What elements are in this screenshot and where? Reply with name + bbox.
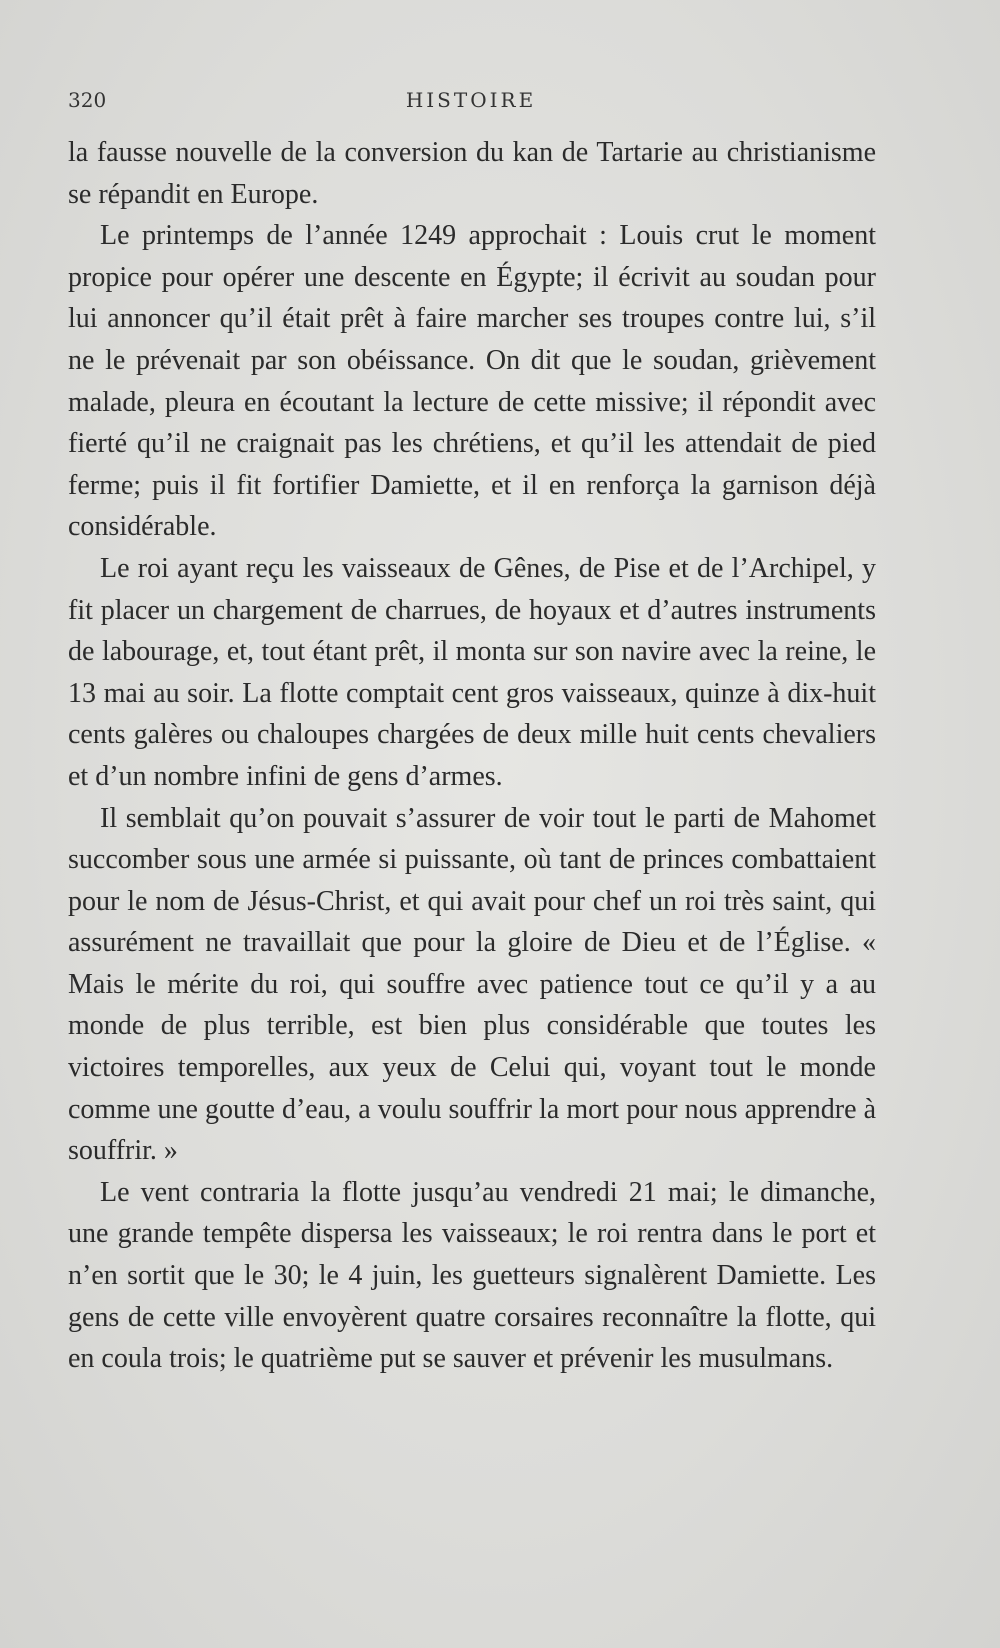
paragraph: Il semblait qu’on pouvait s’assurer de voir tout le parti de Mahomet succomber sous une armée si puissante, où tant de princes combattaient pour le nom de Jésus-Christ, et qui avait pour chef un roi très saint, qui assurément ne travaillait que pour la gloire de Dieu et de l’Église. « Mais le mérite du roi, qui souffre avec patience tout ce qu’il y a au monde de plus terrible, est bien plus considérable que toutes les victoires temporelles, aux yeux de Celui qui, voyant tout le monde comme une goutte d’eau, a voulu souffrir la mort pour nous apprendre à souffrir. » <box>68 802 876 1167</box>
paragraph: Le printemps de l’année 1249 approchait : Louis crut le moment propice pour opérer une descente en Égypte; il écrivit au soudan pour lui annoncer qu’il était prêt à faire marcher ses troupes contre lui, s’il ne le prévenait par son obéissance. On dit que le soudan, grièvement malade, pleura en écoutant la lecture de cette missive; il répondit avec fierté qu’il ne craignait pas les chrétiens, et qu’il les attendait de pied ferme; puis il fit fortifier Damiette, et il en renforça la garnison déjà considérable. <box>68 220 876 543</box>
paragraph: la fausse nouvelle de la conversion du kan de Tartarie au christianisme se répandit en Europe. <box>68 137 876 210</box>
page-number: 320 <box>68 88 107 112</box>
paragraph: Le roi ayant reçu les vaisseaux de Gênes, de Pise et de l’Archipel, y fit placer un chargement de charrues, de hoyaux et d’autres instruments de labourage, et, tout étant prêt, il monta sur son navire avec la reine, le 13 mai au soir. La flotte comptait cent gros vaisseaux, quinze à dix-huit cents galères ou chaloupes chargées de deux mille huit cents chevaliers et d’un nombre infini de gens d’armes. <box>68 552 876 792</box>
body-text <box>68 132 876 1380</box>
paragraph: Le vent contraria la flotte jusqu’au vendredi 21 mai; le dimanche, une grande tempête dispersa les vaisseaux; le roi rentra dans le port et n’en sortit que le 30; le 4 juin, les guetteurs signalèrent Damiette. Les gens de cette ville envoyèrent quatre corsaires reconnaître la flotte, qui en coula trois; le quatrième put se sauver et prévenir les musulmans. <box>68 1176 876 1375</box>
running-title: HISTOIRE <box>405 88 537 112</box>
running-head <box>68 88 874 116</box>
